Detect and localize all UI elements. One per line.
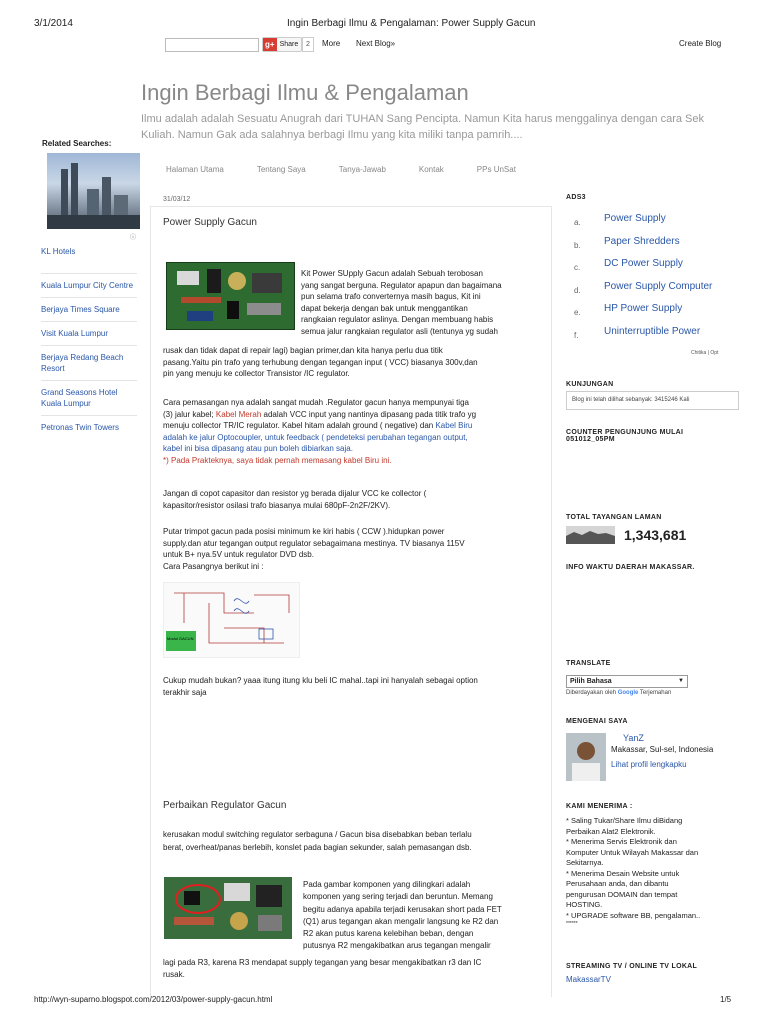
text-line: ****** — [566, 921, 578, 927]
post-paragraph-3 — [163, 488, 548, 511]
text-line: pin yang menuju ke collector Transistor /IC regulator. — [163, 369, 350, 378]
chevron-down-icon: ▼ — [678, 678, 684, 684]
post-paragraph-2 — [163, 397, 548, 466]
text-line: * UPGRADE software BB, pengalaman.. — [566, 910, 701, 920]
kabel-merah-text: Kabel Merah — [215, 409, 262, 419]
streaming-heading: STREAMING TV / ONLINE TV LOKAL — [566, 963, 698, 970]
related-searches-list — [41, 240, 137, 439]
text-line: rusak. — [163, 970, 185, 980]
google-plus-share-button[interactable] — [262, 37, 302, 52]
related-item[interactable]: Berjaya Redang Beach Resort — [41, 345, 137, 380]
print-footer-page: 1/5 — [720, 995, 732, 1004]
ads-item[interactable] — [574, 302, 744, 325]
more-link[interactable]: More — [322, 39, 341, 48]
translate-heading: TRANSLATE — [566, 660, 611, 667]
text-line: Cukup mudah bukan? yaaa itung itung klu beli IC mahal..tapi ini hanyalah sebagai option — [163, 676, 478, 685]
kunjungan-counter: Blog ini telah dilihat sebanyak: 3415246 Kali — [566, 391, 739, 410]
ads-letter: d. — [574, 285, 581, 295]
ads-item[interactable] — [574, 212, 744, 235]
makassar-tv-link[interactable]: MakassarTV — [566, 975, 611, 984]
post-title[interactable]: Power Supply Gacun — [163, 217, 257, 228]
text-line: komponen yang sering terjadi dan beruntun. Memang — [303, 892, 493, 902]
ads-letter: b. — [574, 240, 581, 250]
kuala-lumpur-skyline-image[interactable] — [47, 153, 140, 229]
counter-heading — [566, 429, 683, 443]
text-line: supply.dan atur tegangan output regulator sebagaimana mestinya. TV biasanya 115V — [163, 538, 465, 548]
ads-letter: c. — [574, 263, 581, 273]
text-line: kabel ini bisa dipasang atau pun boleh dibiarkan saja. — [163, 444, 353, 453]
print-footer-url: http://wyn-suparno.blogspot.com/2012/03/power-supply-gacun.html — [34, 995, 273, 1004]
text-span: menuju collector TR/IC regulator. Kabel hitam adalah ground ( negative) dan — [163, 421, 436, 430]
post2-title[interactable]: Perbaikan Regulator Gacun — [163, 800, 287, 811]
text-line: pengurusan DOMAIN dan tempat — [566, 889, 678, 899]
ads-link[interactable]: DC Power Supply — [604, 258, 683, 270]
text-line: putusnya R2 mengakibatkan arus tegangan mengalir — [303, 941, 491, 951]
powered-by-text: Diberdayakan oleh — [566, 690, 618, 696]
text-line: * Saling Tukar/Share Ilmu diBidang — [566, 816, 683, 825]
language-select[interactable] — [566, 675, 688, 688]
blog-description — [141, 111, 731, 143]
tab-tentang-saya[interactable]: Tentang Saya — [256, 165, 306, 174]
post-paragraph-4 — [163, 526, 548, 572]
google-logo[interactable]: Google — [617, 690, 639, 696]
text-line: lagi pada R3, karena R3 mendapat supply tegangan yang besar mengakibatkan r3 dan IC — [163, 958, 482, 967]
translate-powered-by — [566, 690, 671, 696]
related-item[interactable]: Berjaya Times Square — [41, 297, 137, 321]
total-views-value: 1,343,681 — [624, 527, 687, 543]
print-title: Ingin Berbagi Ilmu & Pengalaman: Power Supply Gacun — [287, 18, 536, 29]
text-line: Cara Pasangnya berikut ini : — [163, 561, 264, 571]
post-paragraph-1 — [301, 268, 546, 337]
related-searches-heading: Related Searches: — [42, 139, 112, 148]
total-views-heading: TOTAL TAYANGAN LAMAN — [566, 514, 662, 521]
text-line: pun selama trafo converternya masih bagus, Kit ini — [301, 292, 481, 301]
ads-link[interactable]: Paper Shredders — [604, 235, 680, 247]
wiring-schematic-image[interactable] — [163, 582, 300, 658]
text-line: Cara pemasangan nya adalah sangat mudah .Regulator gacun hanya mempunyai tiga — [163, 398, 469, 407]
related-item[interactable]: Petronas Twin Towers — [41, 415, 137, 439]
text-line: Perbaikan Alat2 Elektronik. — [566, 826, 656, 836]
tab-pps-unsat[interactable]: PPs UnSat — [476, 165, 516, 174]
text-line — [163, 409, 548, 421]
kami-list — [566, 816, 736, 927]
next-blog-link[interactable]: Next Blog» — [356, 39, 396, 48]
text-line: rangkaian regulator aslinya. Dengan membuang habis — [301, 315, 494, 324]
text-line: * Menerima Desain Website untuk — [566, 868, 680, 878]
post-date: 31/03/12 — [163, 196, 191, 203]
text-line: HOSTING. — [566, 900, 603, 909]
share-label: Share — [279, 41, 299, 48]
tab-kontak[interactable]: Kontak — [418, 165, 444, 174]
text-line: berat, overheat/panas berlebih, konslet pada bagian sekunder, salah pemasangan dsb. — [163, 842, 472, 852]
kabel-biru-text: Kabel Biru — [435, 421, 473, 430]
text-line: Sekitarnya. — [566, 858, 604, 867]
post2-paragraph-2-cont — [163, 957, 548, 982]
ads-heading: ADS3 — [566, 194, 586, 201]
text-line: dapat bekerja dengan bak untuk menggantikan — [301, 303, 468, 313]
text-line: kapasitor/resistor osilasi trafo biasanya mulai 680pF-2n2F/2KV). — [163, 500, 391, 510]
ads-item[interactable] — [574, 235, 744, 258]
info-icon[interactable]: ⓘ — [130, 235, 137, 241]
related-item[interactable]: Visit Kuala Lumpur — [41, 321, 137, 345]
views-sparkline — [566, 526, 615, 544]
text-line: begitu adanya apabila terjadi kerusakan short pada FET — [303, 904, 502, 914]
powered-by-text[interactable]: Terjemahan — [638, 690, 672, 696]
text-line: R2 akan putus karena kelebihan beban, dengan — [303, 929, 474, 939]
blog-description-line2: Kuliah. Namun Gak ada salahnya berbagi Ilmu yang kita miliki tanpa pamrih.... — [141, 129, 523, 141]
counter-heading-line1: COUNTER PENGUNJUNG MULAI — [566, 429, 684, 436]
warning-text: *) Pada Prakteknya, saya tidak pernah memasang kabel Biru ini. — [163, 455, 392, 465]
related-item[interactable]: KL Hotels — [41, 247, 76, 256]
page-tabs — [166, 165, 549, 174]
text-line: * Menerima Servis Elektronik dan — [566, 837, 677, 846]
post-paragraph-5 — [163, 675, 548, 698]
ads-item[interactable] — [574, 325, 744, 348]
ads-list — [574, 212, 744, 348]
ads-link[interactable]: HP Power Supply — [604, 303, 683, 315]
related-item[interactable]: Grand Seasons Hotel Kuala Lumpur — [41, 380, 137, 415]
blogger-search-input[interactable] — [165, 38, 259, 52]
text-span: (3) jalur kabel; — [163, 409, 216, 419]
chitika-footer[interactable]: Chitika | Opt — [691, 350, 719, 356]
text-line: pasang.Yaitu pin trafo yang terhubung dengan tegangan input ( VCC) biasanya 300v,dan — [163, 357, 478, 367]
avatar[interactable] — [566, 733, 606, 781]
waktu-heading: INFO WAKTU DAERAH MAKASSAR. — [566, 564, 695, 571]
schematic-label: Modul GACUN — [167, 636, 194, 641]
tab-tanya-jawab[interactable]: Tanya-Jawab — [338, 165, 386, 174]
text-line: (Q1) arus tegangan akan mengalir langsung ke R2 dan — [303, 916, 499, 926]
google-plus-icon: g+ — [265, 40, 275, 49]
ads-letter: a. — [574, 218, 581, 227]
kunjungan-heading: KUNJUNGAN — [566, 381, 614, 388]
language-select-value: Pilih Bahasa — [570, 678, 612, 685]
tab-halaman-utama[interactable]: Halaman Utama — [166, 165, 224, 174]
text-line: Kit Power SUpply Gacun adalah Sebuah terobosan — [301, 269, 483, 278]
counter-heading-line2: 051012_05PM — [566, 436, 615, 443]
text-line: rusak dan tidak dapat di repair lagi) bagian primer,dan kita hanya perlu dua titik — [163, 346, 443, 355]
ads-link[interactable]: Uninterruptible Power — [604, 325, 701, 337]
post2-paragraph-2 — [303, 879, 548, 953]
ads-link[interactable]: Power Supply Computer — [604, 280, 713, 292]
blog-description-line1: Ilmu adalah adalah Sesuatu Anugrah dari TUHAN Sang Pencipta. Namun Kita harus menggalinya dengan cara Sek — [141, 113, 704, 125]
text-line — [163, 420, 548, 432]
related-item[interactable]: Kuala Lumpur City Centre — [41, 273, 137, 297]
text-line: Pada gambar komponen yang dilingkari adalah — [303, 880, 471, 889]
share-count: 2 — [302, 37, 314, 52]
about-location: Makassar, Sul-sel, Indonesia — [611, 745, 714, 754]
gacun-repair-image[interactable] — [164, 877, 292, 939]
ads-link[interactable]: Power Supply — [604, 213, 666, 224]
text-line: Jangan di copot capasitor dan resistor yg berada dijalur VCC ke collector ( — [163, 489, 427, 498]
blog-title[interactable]: Ingin Berbagi Ilmu & Pengalaman — [141, 80, 469, 105]
text-line: kerusakan modul switching regulator serbaguna / Gacun bisa disebabkan beban terlalu — [163, 830, 472, 839]
ads-letter: f. — [574, 330, 579, 340]
text-line: terakhir saja — [163, 687, 207, 697]
ads-item[interactable] — [574, 280, 744, 303]
kami-heading: KAMI MENERIMA : — [566, 803, 633, 810]
about-name[interactable]: YanZ — [623, 733, 644, 743]
about-profile-link[interactable]: Lihat profil lengkapku — [611, 760, 687, 769]
gacun-pcb-image[interactable] — [166, 262, 295, 330]
text-line: adalah ke jalur Optocoupler, untuk feedback ( pendeteksi perubahan tegangan output, — [163, 432, 468, 442]
text-line: untuk B+ nya.5V untuk regulator DVD dsb. — [163, 550, 314, 559]
text-line: Komputer Untuk Wilayah Makassar dan — [566, 847, 699, 857]
text-span: adalah VCC input yang nantinya dipasang pada titik trafo yg — [261, 409, 477, 419]
text-line: semua jalur rangkaian regulator asli (tentunya yg sudah — [301, 326, 499, 336]
ads-letter: e. — [574, 308, 581, 318]
post-paragraph-1-cont — [163, 345, 548, 380]
about-heading: MENGENAI SAYA — [566, 718, 628, 725]
text-line: Perusahaan anda, dan dibantu — [566, 879, 669, 888]
text-line: Putar trimpot gacun pada posisi minimum ke kiri habis ( CCW ).hidupkan power — [163, 527, 445, 536]
text-line: yang sangat berguna. Regulator apapun dan bagaimana — [301, 280, 502, 290]
ads-item[interactable] — [574, 257, 744, 280]
create-blog-link[interactable]: Create Blog — [679, 39, 722, 48]
post2-paragraph-1 — [163, 829, 548, 854]
print-date: 3/1/2014 — [34, 18, 73, 29]
